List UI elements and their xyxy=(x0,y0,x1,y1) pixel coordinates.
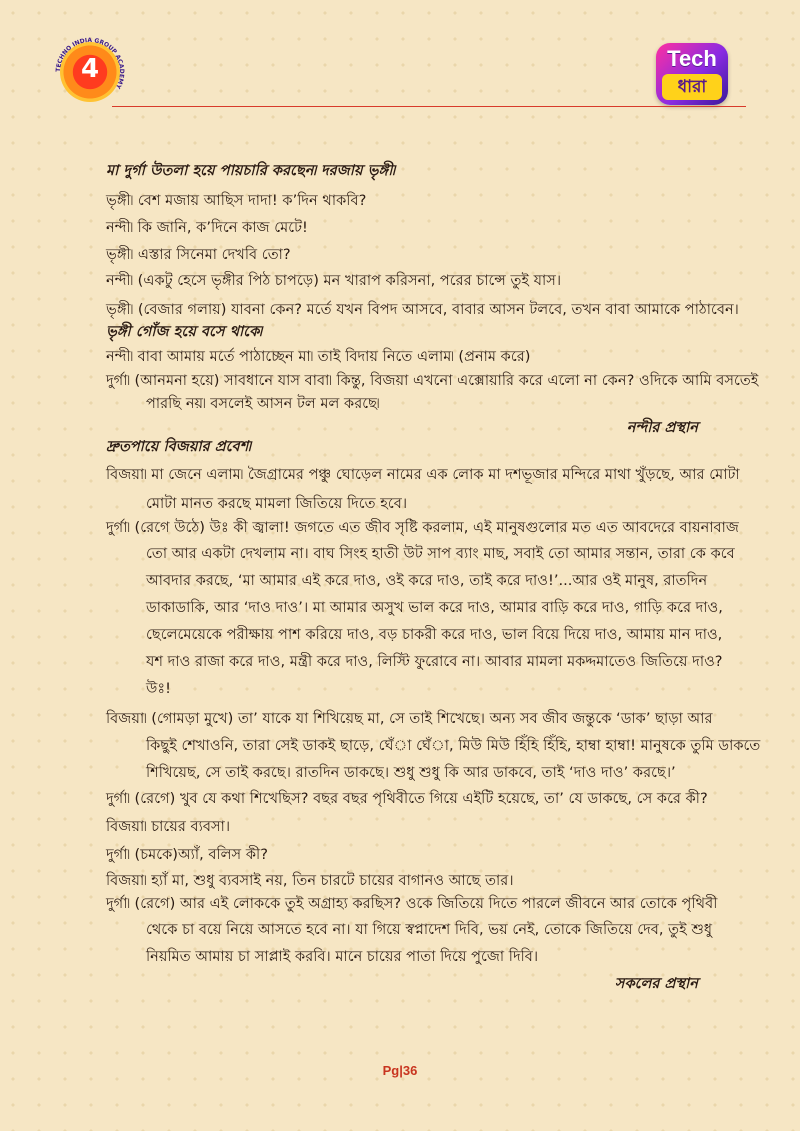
dialogue-continuation: পারছি নয়৷ বসলেই আসন টল মল করছে৷ xyxy=(146,395,380,412)
dialogue-line: ভৃঙ্গী৷ এস্তার সিনেমা দেখবি তো? xyxy=(106,246,291,263)
stage-direction: ভৃঙ্গী গোঁজ হয়ে বসে থাকে৷ xyxy=(106,323,262,340)
dialogue-continuation: আবদার করছে, ‘মা আমার এই করে দাও, ওই করে দাও, তাই করে দাও!’...আর ওই মানুষ, রাতদিন xyxy=(146,572,708,589)
logo-ring-textpath: TECHNO INDIA GROUP ACADEMY xyxy=(54,36,126,90)
dialogue-line: বিজয়া৷ মা জেনে এলাম৷ জৈগ্রামের পঞ্চু ঘোড়েল নামের এক লোক মা দশভূজার মন্দিরে মাথা খুঁড়ছে, আর মোটা xyxy=(106,466,740,483)
dialogue-line: বিজয়া৷ হ্যাঁ মা, শুধু ব্যবসাই নয়, তিন চারটে চায়ের বাগানও আছে তার। xyxy=(106,872,514,889)
stage-direction: দ্রুতপায়ে বিজয়ার প্রবেশ৷ xyxy=(106,438,251,455)
dialogue-line: দুর্গা৷ (রেগে) আর এই লোককে তুই অগ্রাহ্য করছিস? ওকে জিতিয়ে দিতে পারলে জীবনে আর তোকে পৃথিবী xyxy=(106,895,718,912)
page-number: Pg|36 xyxy=(382,1063,418,1078)
logo-tech-text: Tech xyxy=(667,46,717,71)
dialogue-line: বিজয়া৷ চায়ের ব্যবসা। xyxy=(106,818,231,835)
dialogue-line: দুর্গা৷ (চমকে)অ্যাঁ, বলিস কী? xyxy=(106,846,268,863)
dialogue-continuation: যশ দাও রাজা করে দাও, মন্ত্রী করে দাও, লিস্টি ফুরোবে না। আবার মামলা মকদ্দমাতেও জিতিয়ে দাও? xyxy=(146,653,723,670)
exit-direction: সকলের প্রস্থান xyxy=(614,975,698,992)
dialogue-continuation: তো আর একটা দেখলাম না। বাঘ সিংহ হাতী উট সাপ ব্যাং মাছ, সবাই তো আমার সন্তান, তারা কে কবে xyxy=(146,545,735,562)
dialogue-line: দুর্গা৷ (আনমনা হয়ে) সাবধানে যাস বাবা৷ কিন্তু, বিজয়া এখনো এক্সোয়ারি করে এলো না কেন? ওদিকে আমি বসতেই xyxy=(106,372,759,389)
dialogue-line: ভৃঙ্গী৷ (বেজার গলায়) যাবনা কেন? মর্তে যখন বিপদ আসবে, বাবার আসন টলবে, তখন বাবা আমাকে পাঠাবেন। xyxy=(106,301,739,318)
dialogue-line: নন্দী৷ (একটু হেসে ভৃঙ্গীর পিঠ চাপড়ে) মন খারাপ করিসনা, পরের চান্সে তুই যাস। xyxy=(106,272,562,289)
exit-direction: নন্দীর প্রস্থান xyxy=(626,419,698,436)
svg-text:TECHNO INDIA GROUP ACADEMY xyxy=(55,37,125,90)
dialogue-line: ভৃঙ্গী৷ বেশ মজায় আছিস দাদা! ক’দিন থাকবি? xyxy=(106,192,367,209)
dialogue-continuation: ডাকাডাকি, আর ‘দাও দাও’। মা আমার অসুখ ভাল করে দাও, আমার বাড়ি করে দাও, গাড়ি করে দাও, xyxy=(146,599,723,616)
dialogue-line: দুর্গা৷ (রেগে) খুব যে কথা শিখেছিস? বছর বছর পৃথিবীতে গিয়ে এইটি হয়েছে, তা’ যে ডাকছে, সে করে কী? xyxy=(106,790,708,807)
dialogue-continuation: ছেলেমেয়েকে পরীক্ষায় পাশ করিয়ে দাও, বড় চাকরী করে দাও, ভাল বিয়ে দিয়ে দাও, আমায় মান দাও, xyxy=(146,626,723,643)
dialogue-continuation: কিছুই শেখাওনি, তারা সেই ডাকই ছাড়ে, ঘেঁা ঘেঁা, মিউ মিউ হিঁহি হিঁহি, হাম্বা হাম্বা! মানুষকে তুমি ডাকতে xyxy=(146,737,761,754)
logo-ring-text xyxy=(54,36,126,108)
logo-digit: 4 xyxy=(80,54,100,84)
dialogue-continuation: শিখিয়েছ, সে তাই করছে। রাতদিন ডাকছে। শুধু শুধু কি আর ডাকবে, তাই ‘দাও দাও’ করছে।’ xyxy=(146,764,676,781)
dialogue-line: নন্দী৷ কি জানি, ক’দিনে কাজ মেটে! xyxy=(106,219,308,236)
dialogue-line: দুর্গা৷ (রেগে উঠে) উঃ কী জ্বালা! জগতে এত জীব সৃষ্টি করলাম, এই মানুষগুলোর মত এত আবদেরে বায়নাবাজ xyxy=(106,519,739,536)
dialogue-continuation: থেকে চা বয়ে নিয়ে আসতে হবে না। যা গিয়ে স্বপ্নাদেশ দিবি, ভয় নেই, তোকে জিতিয়ে দেব, তুই শুধু xyxy=(146,921,713,938)
dialogue-line: নন্দী৷ বাবা আমায় মর্তে পাঠাচ্ছেন মা৷ তাই বিদায় নিতে এলাম৷ (প্রনাম করে) xyxy=(106,348,531,365)
page-header xyxy=(0,0,800,120)
dialogue-line: বিজয়া৷ (গোমড়া মুখে) তা’ যাকে যা শিখিয়েছ মা, সে তাই শিখেছে। অন্য সব জীব জন্তুকে ‘ডাক’ ছাড়া আর xyxy=(106,710,713,727)
dialogue-continuation: মোটা মানত করছে মামলা জিতিয়ে দিতে হবে। xyxy=(146,495,408,512)
techno-india-logo xyxy=(54,36,126,102)
logo-dhara-text: ধারা xyxy=(662,74,722,100)
dialogue-continuation: নিয়মিত আমায় চা সাপ্লাই করবি। মানে চায়ের পাতা দিয়ে পুজো দিবি। xyxy=(146,948,539,965)
dialogue-continuation: উঃ! xyxy=(146,680,171,697)
tech-dhara-logo xyxy=(656,43,728,105)
header-rule xyxy=(112,106,746,107)
stage-direction: মা দুর্গা উতলা হয়ে পায়চারি করছেন৷ দরজায় ভৃঙ্গী৷ xyxy=(106,162,395,179)
